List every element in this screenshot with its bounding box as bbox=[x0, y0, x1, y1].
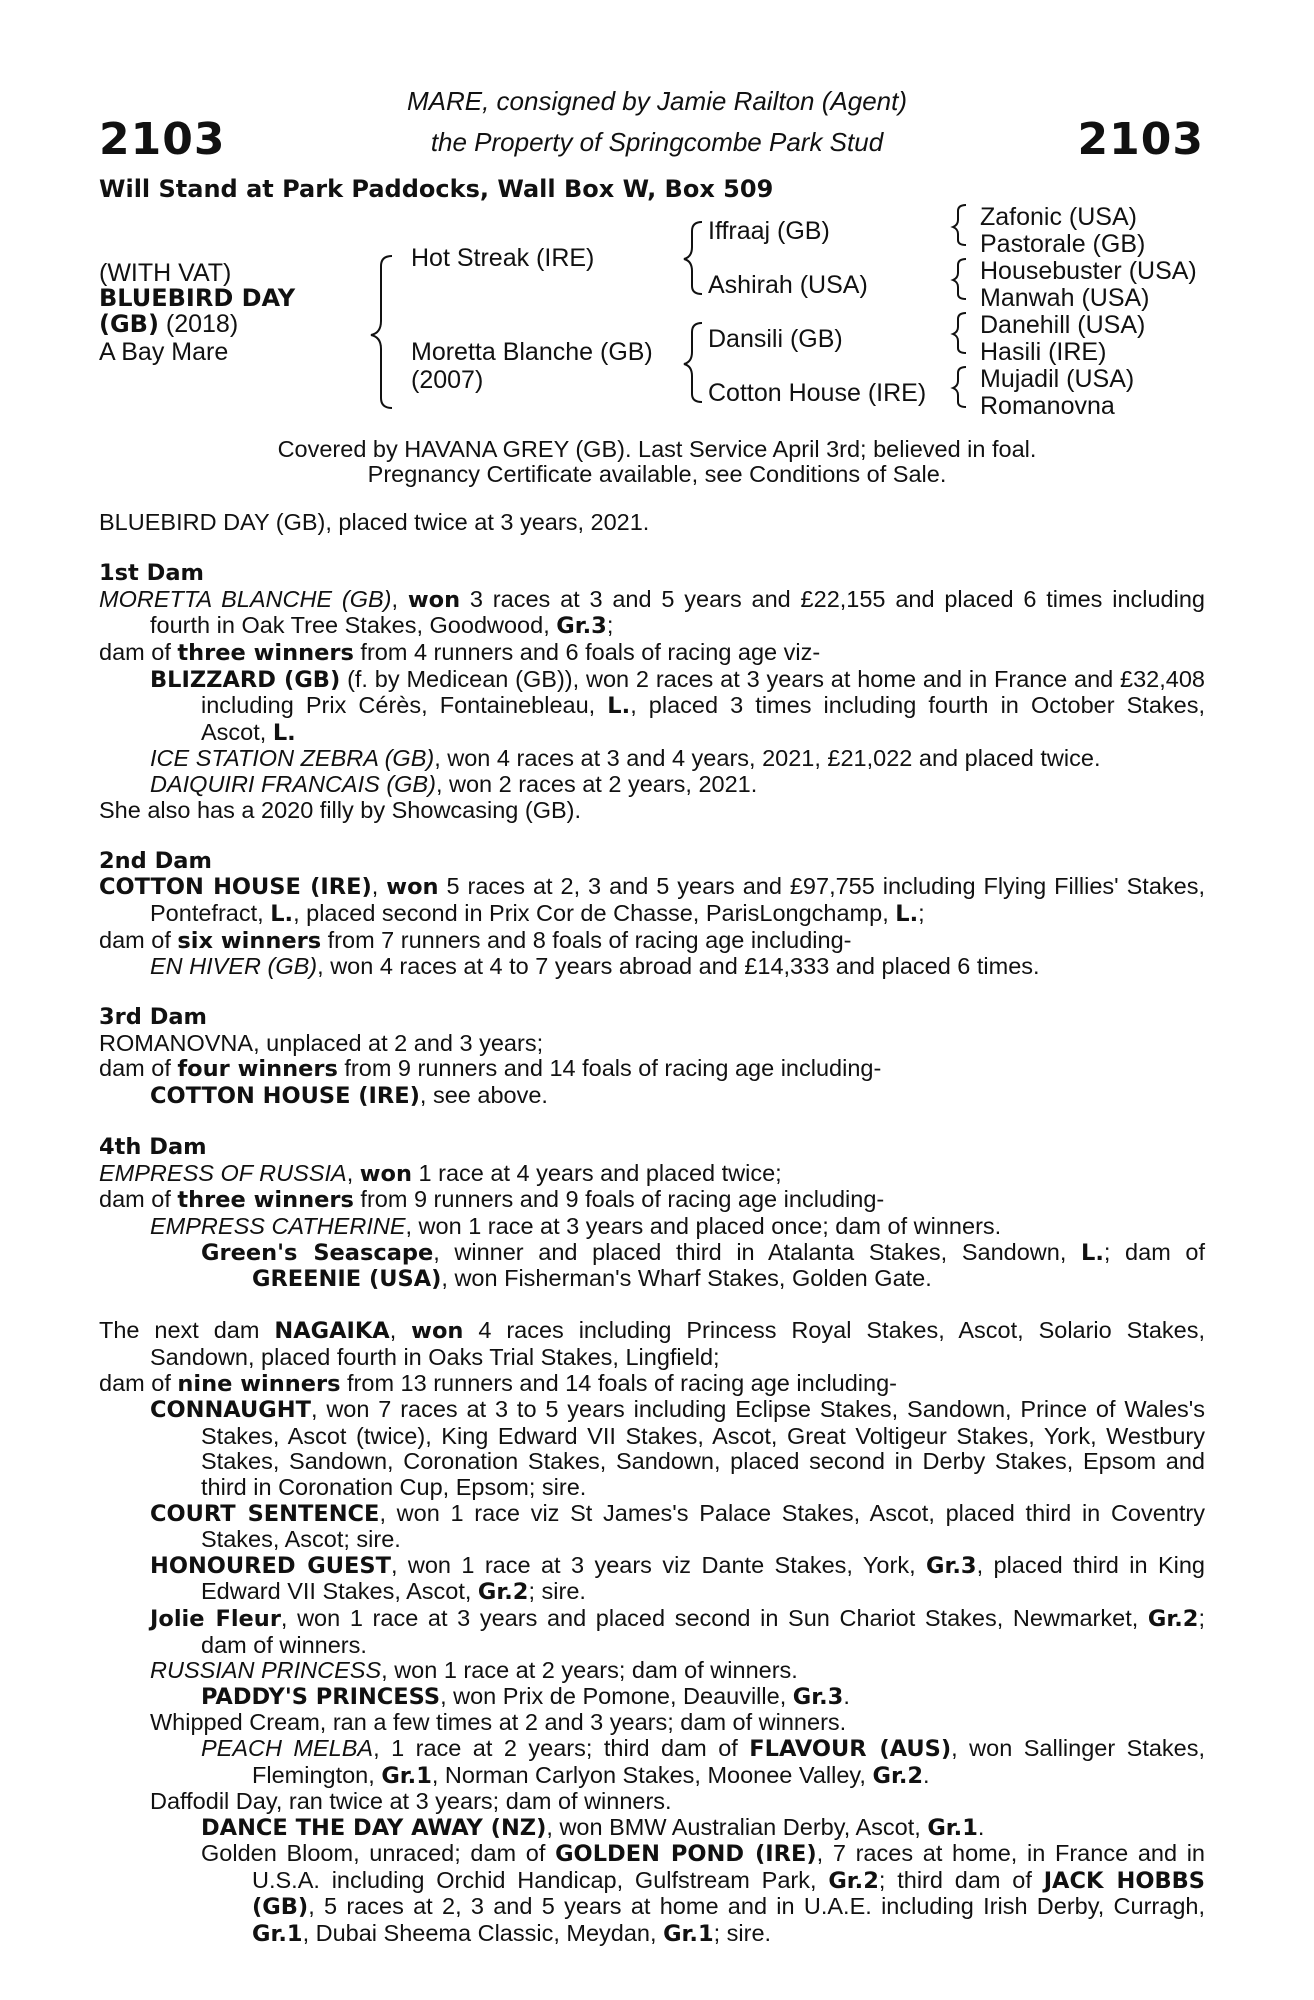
third-dam-record: ROMANOVNA, unplaced at 2 and 3 years; bbox=[99, 1029, 544, 1056]
second-dam-produce-summary: dam of six winners from 7 runners and 8 foals of racing age including- bbox=[99, 926, 852, 954]
produce-name: EMPRESS CATHERINE bbox=[150, 1213, 406, 1240]
property-line: the Property of Springcombe Park Stud bbox=[430, 127, 884, 157]
produce-entry: PEACH MELBA, 1 race at 2 years; third dam of FLAVOUR (AUS), won Sallinger Stakes, Flemington, Gr.1, Norman Carlyon Stakes, Moonee Valley, Gr.2. bbox=[201, 1734, 1206, 1789]
lot-number-left: 2103 bbox=[99, 114, 226, 165]
produce-entry: DAIQUIRI FRANCAIS (GB), won 2 races at 2 years, 2021. bbox=[150, 770, 758, 797]
sire-dam: Ashirah (USA) bbox=[708, 271, 868, 299]
produce-name: COTTON HOUSE (IRE) bbox=[150, 1083, 420, 1110]
produce-name: Green's Seascape bbox=[201, 1239, 434, 1266]
produce-name: CONNAUGHT bbox=[150, 1397, 311, 1424]
fourth-dam-heading: 4th Dam bbox=[99, 1134, 207, 1161]
consignor-line: MARE, consigned by Jamie Railton (Agent) bbox=[406, 86, 907, 116]
first-dam-heading: 1st Dam bbox=[99, 560, 204, 587]
produce-name: HONOURED GUEST bbox=[150, 1552, 391, 1579]
first-dam-record: MORETTA BLANCHE (GB), won 3 races at 3 and 5 years and £22,155 and placed 6 times including fourth in Oak Tree Stakes, Goodwood, Gr.3; bbox=[99, 585, 1205, 640]
gen3-name: Mujadil (USA) bbox=[980, 365, 1135, 393]
first-dam-produce-summary: dam of three winners from 4 runners and 6 foals of racing age viz- bbox=[99, 638, 821, 666]
produce-entry: PADDY'S PRINCESS, won Prix de Pomone, Deauville, Gr.3. bbox=[201, 1682, 850, 1710]
produce-entry: BLIZZARD (GB) (f. by Medicean (GB)), won 2 races at 3 years at home and in France and £32,408 including Prix Cérès, Fontainebleau, L., placed 3 times including fourth in October Stakes, Ascot, L. bbox=[150, 665, 1206, 746]
gen3-name: Housebuster (USA) bbox=[980, 257, 1197, 285]
produce-entry: EN HIVER (GB), won 4 races at 4 to 7 years abroad and £14,333 and placed 6 times. bbox=[150, 953, 1040, 980]
produce-name: DANCE THE DAY AWAY (NZ) bbox=[201, 1814, 547, 1841]
produce-entry: Golden Bloom, unraced; dam of GOLDEN POND (IRE), 7 races at home, in France and in U.S.A. including Orchid Handicap, Gulfstream Park, Gr.2; third dam of JACK HOBBS (GB), 5 races at 2, 3 and 5 years at home and in U.A.E. including Irish Derby, Curragh, Gr.1, Dubai Sheema Classic, Meydan, Gr.1; sire. bbox=[201, 1840, 1205, 1948]
dam-name: NAGAIKA bbox=[274, 1318, 390, 1345]
produce-name: PEACH MELBA bbox=[201, 1734, 374, 1761]
dam-name: Moretta Blanche (GB) bbox=[411, 338, 653, 366]
group-label: Gr.3 bbox=[556, 613, 607, 640]
horse-year: (2018) bbox=[158, 310, 239, 338]
covered-by-line: Covered by HAVANA GREY (GB). Last Service April 3rd; believed in foal. bbox=[277, 436, 1037, 462]
winners-count: six winners bbox=[177, 927, 322, 954]
produce-entry: DANCE THE DAY AWAY (NZ), won BMW Australian Derby, Ascot, Gr.1. bbox=[201, 1813, 985, 1841]
second-dam-heading: 2nd Dam bbox=[99, 847, 212, 874]
sire-name: Hot Streak (IRE) bbox=[411, 244, 595, 272]
gen3-name: Danehill (USA) bbox=[980, 311, 1146, 339]
horse-description: A Bay Mare bbox=[99, 338, 229, 366]
brace-main bbox=[371, 256, 392, 408]
produce-entry: Whipped Cream, ran a few times at 2 and 3 years; dam of winners. bbox=[150, 1709, 847, 1736]
third-dam-heading: 3rd Dam bbox=[99, 1004, 207, 1031]
produce-entry: CONNAUGHT, won 7 races at 3 to 5 years including Eclipse Stakes, Sandown, Prince of Wales's Stakes, Ascot (twice), King Edward VII Stakes, Ascot, Great Voltigeur Stakes, York, Westbury Stakes, Sandown, Coronation Stakes, Sandown, placed second in Derby Stakes, Epsom and third in Coronation Cup, Epsom; sire. bbox=[150, 1396, 1205, 1500]
brace-g3-3 bbox=[953, 313, 966, 353]
next-dam-produce-summary: dam of nine winners from 13 runners and 14 foals of racing age including- bbox=[99, 1369, 897, 1397]
produce-entry: Daffodil Day, ran twice at 3 years; dam of winners. bbox=[150, 1788, 672, 1815]
dam-name: COTTON HOUSE (IRE) bbox=[99, 874, 372, 901]
horse-origin: (GB) bbox=[99, 310, 159, 338]
produce-entry: ICE STATION ZEBRA (GB), won 4 races at 3 and 4 years, 2021, £21,022 and placed twice. bbox=[150, 745, 1101, 772]
horse-name: BLUEBIRD DAY bbox=[99, 284, 296, 312]
dam-dam: Cotton House (IRE) bbox=[708, 379, 927, 407]
brace-g3-1 bbox=[953, 205, 966, 245]
lot-number-right: 2103 bbox=[1077, 114, 1204, 165]
horse-origin-year bbox=[99, 311, 238, 338]
also-has-line: She also has a 2020 filly by Showcasing (GB). bbox=[99, 796, 582, 823]
produce-name: BLIZZARD (GB) bbox=[150, 666, 341, 693]
dam-name: EMPRESS OF RUSSIA bbox=[99, 1159, 347, 1186]
produce-name: PADDY'S PRINCESS bbox=[201, 1683, 441, 1710]
gen3-name: Pastorale (GB) bbox=[980, 230, 1146, 258]
fourth-dam-record: EMPRESS OF RUSSIA, won 1 race at 4 years and placed twice; bbox=[99, 1159, 782, 1187]
brace-g3-4 bbox=[953, 367, 966, 407]
winners-count: three winners bbox=[177, 1187, 354, 1214]
produce-entry: Jolie Fleur, won 1 race at 3 years and placed second in Sun Chariot Stakes, Newmarket, Gr.2; dam of winners. bbox=[150, 1604, 1205, 1658]
produce-name: EN HIVER (GB) bbox=[150, 953, 318, 980]
brace-dam bbox=[684, 323, 702, 402]
pregnancy-certificate-line: Pregnancy Certificate available, see Conditions of Sale. bbox=[367, 461, 947, 487]
gen3-name: Romanovna bbox=[980, 392, 1115, 420]
produce-name: ICE STATION ZEBRA (GB) bbox=[150, 745, 435, 772]
sire-sire: Iffraaj (GB) bbox=[708, 217, 830, 245]
produce-entry: HONOURED GUEST, won 1 race at 3 years viz Dante Stakes, York, Gr.3, placed third in King Edward VII Stakes, Ascot, Gr.2; sire. bbox=[150, 1551, 1205, 1606]
gen3-name: Hasili (IRE) bbox=[980, 338, 1107, 366]
produce-entry: RUSSIAN PRINCESS, won 1 race at 2 years; dam of winners. bbox=[150, 1657, 798, 1684]
produce-entry: COURT SENTENCE, won 1 race viz St James's Palace Stakes, Ascot, placed third in Coventry Stakes, Ascot; sire. bbox=[150, 1499, 1205, 1553]
winners-count: nine winners bbox=[177, 1370, 341, 1397]
gen3-name: Zafonic (USA) bbox=[980, 203, 1137, 231]
produce-name: Jolie Fleur bbox=[150, 1605, 281, 1632]
dam-year: (2007) bbox=[411, 366, 484, 394]
stand-location: Will Stand at Park Paddocks, Wall Box W, Box 509 bbox=[99, 175, 774, 203]
third-dam-produce-summary: dam of four winners from 9 runners and 14 foals of racing age including- bbox=[99, 1055, 882, 1083]
produce-name: DAIQUIRI FRANCAIS (GB) bbox=[150, 770, 436, 797]
intro-line: BLUEBIRD DAY (GB), placed twice at 3 years, 2021. bbox=[99, 509, 650, 535]
produce-entry: Green's Seascape, winner and placed third in Atalanta Stakes, Sandown, L.; dam of GREENIE (USA), won Fisherman's Wharf Stakes, Golden Gate. bbox=[201, 1238, 1205, 1293]
winners-count: four winners bbox=[177, 1056, 338, 1083]
produce-entry: EMPRESS CATHERINE, won 1 race at 3 years and placed once; dam of winners. bbox=[150, 1213, 1002, 1240]
dam-sire: Dansili (GB) bbox=[708, 325, 843, 353]
produce-name: GOLDEN POND (IRE) bbox=[555, 1841, 817, 1868]
vat-label: (WITH VAT) bbox=[99, 259, 232, 287]
second-dam-record: COTTON HOUSE (IRE), won 5 races at 2, 3 and 5 years and £97,755 including Flying Fillies' Stakes, Pontefract, L., placed second in Prix Cor de Chasse, ParisLongchamp, L.; bbox=[99, 873, 1205, 927]
produce-name: RUSSIAN PRINCESS bbox=[150, 1657, 382, 1684]
won-label: won bbox=[407, 586, 461, 613]
dam-name: MORETTA BLANCHE (GB) bbox=[99, 585, 392, 612]
produce-entry: COTTON HOUSE (IRE), see above. bbox=[150, 1082, 548, 1110]
brace-sire bbox=[684, 222, 702, 294]
fourth-dam-produce-summary: dam of three winners from 9 runners and 9 foals of racing age including- bbox=[99, 1186, 885, 1214]
catalogue-body bbox=[99, 510, 1205, 1948]
gen3-name: Manwah (USA) bbox=[980, 284, 1150, 312]
produce-name: COURT SENTENCE bbox=[150, 1500, 380, 1527]
winners-count: three winners bbox=[177, 639, 354, 666]
brace-g3-2 bbox=[953, 259, 966, 299]
next-dam-record: The next dam NAGAIKA, won 4 races including Princess Royal Stakes, Ascot, Solario Stakes, Sandown, placed fourth in Oaks Trial Stakes, Lingfield; bbox=[99, 1317, 1206, 1370]
